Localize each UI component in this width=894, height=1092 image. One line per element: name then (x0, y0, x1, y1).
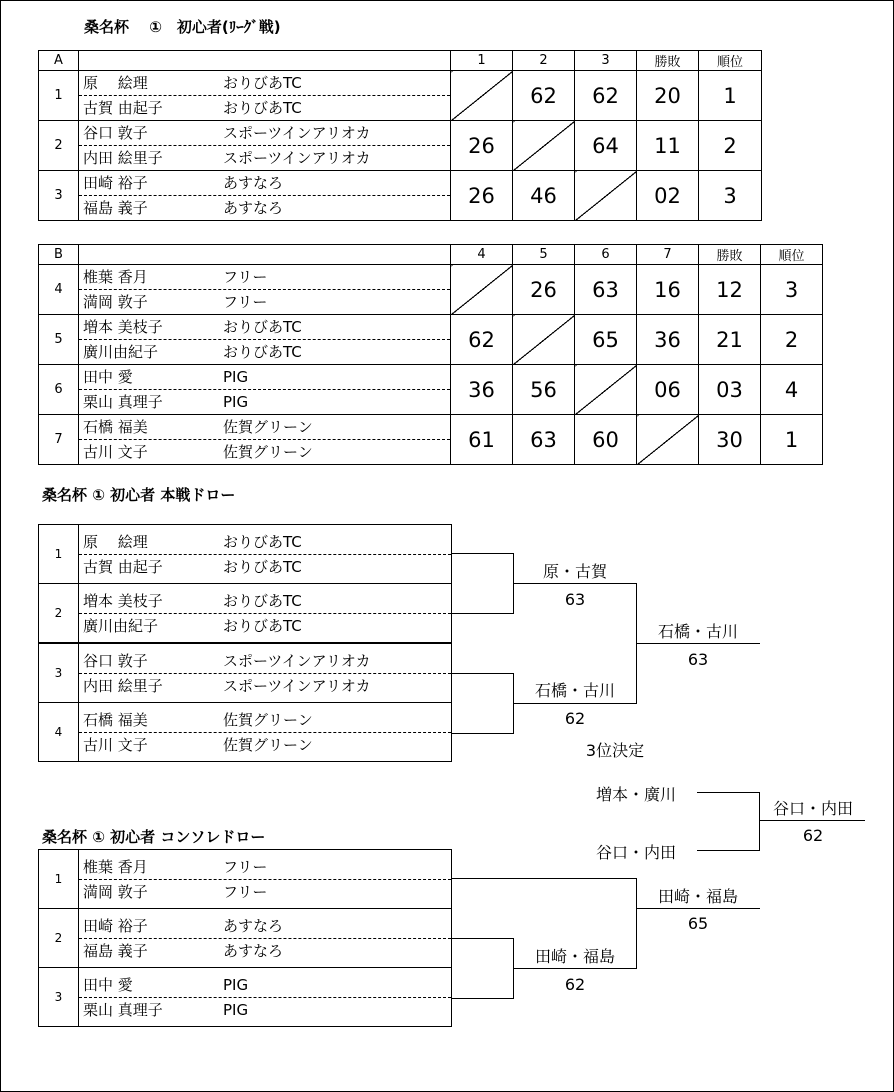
bracket-line (636, 643, 760, 644)
diagonal-cell (513, 315, 575, 365)
club-name: おりびあTC (223, 74, 302, 92)
pair-cell (79, 315, 451, 365)
pair-cell (79, 121, 451, 171)
player-name: 原 絵理 (83, 532, 148, 551)
cons-final-score: 65 (687, 914, 709, 933)
table-row (39, 315, 823, 365)
col-header: 4 (451, 245, 513, 265)
pair-cell (79, 71, 451, 121)
player-line (79, 71, 450, 96)
rank-cell: 1 (761, 415, 823, 465)
rank-cell: 3 (761, 265, 823, 315)
player-name: 谷口 敦子 (83, 124, 148, 142)
score-cell: 26 (451, 171, 513, 221)
draw-number: 2 (39, 584, 79, 644)
club-name: PIG (223, 393, 249, 411)
win-loss-cell: 11 (637, 121, 699, 171)
draw-number: 1 (39, 850, 79, 909)
draw-row (39, 850, 452, 909)
row-number: 3 (39, 171, 79, 221)
rank-cell: 4 (761, 365, 823, 415)
score-cell: 61 (451, 415, 513, 465)
score-cell: 62 (451, 315, 513, 365)
club-name: スポーツインアリオカ (223, 149, 371, 167)
draw-row (39, 584, 452, 644)
draw-row (39, 968, 452, 1027)
club-name: おりびあTC (223, 532, 302, 551)
third-place-label: 3位決定 (585, 741, 645, 760)
club-name: おりびあTC (223, 318, 302, 336)
col-header: 3 (575, 51, 637, 71)
diagonal-cell (451, 265, 513, 315)
rank-header: 順位 (761, 245, 823, 265)
col-header: 5 (513, 245, 575, 265)
club-name: おりびあTC (223, 557, 302, 576)
club-name: フリー (223, 857, 268, 876)
player-line (79, 365, 450, 390)
draw-number: 2 (39, 909, 79, 968)
player-name: 古賀 由起子 (83, 557, 163, 576)
player-line (79, 146, 450, 170)
header-blank (79, 245, 451, 265)
bracket-line (452, 673, 514, 674)
player-line (79, 708, 451, 733)
draw-row (39, 643, 452, 703)
club-name: スポーツインアリオカ (223, 124, 371, 142)
col-header: 7 (637, 245, 699, 265)
cons-semi-winner: 田崎・福島 (534, 947, 615, 966)
player-line (79, 96, 450, 120)
bracket-line (452, 938, 514, 939)
player-line (79, 973, 451, 998)
player-name: 原 絵理 (83, 74, 148, 92)
bracket-line (697, 850, 760, 851)
player-line (79, 340, 450, 364)
player-line (79, 555, 451, 579)
table-row (39, 265, 823, 315)
draw-number: 3 (39, 643, 79, 703)
pair-cell (79, 525, 452, 584)
player-name: 田中 愛 (83, 368, 133, 386)
draw-number: 3 (39, 968, 79, 1027)
player-line (79, 733, 451, 757)
club-name: おりびあTC (223, 343, 302, 361)
score-cell: 36 (637, 315, 699, 365)
diagonal-cell (637, 415, 699, 465)
row-number: 5 (39, 315, 79, 365)
pair-cell (79, 909, 452, 968)
win-loss-cell: 12 (699, 265, 761, 315)
diagonal-cell (575, 171, 637, 221)
club-name: 佐賀グリーン (223, 710, 313, 729)
player-line (79, 674, 451, 698)
player-line (79, 530, 451, 555)
player-name: 田崎 裕子 (83, 916, 148, 935)
final-winner: 石橋・古川 (657, 622, 738, 641)
player-name: 石橋 福美 (83, 418, 148, 436)
rank-header: 順位 (699, 51, 762, 71)
bracket-line (513, 968, 637, 969)
club-name: スポーツインアリオカ (223, 651, 371, 670)
score-cell: 62 (513, 71, 575, 121)
player-line (79, 415, 450, 440)
pair-cell (79, 415, 451, 465)
player-name: 椎葉 香月 (83, 857, 148, 876)
main-draw-table (38, 524, 452, 762)
player-line (79, 998, 451, 1022)
consolation-table (38, 849, 452, 1027)
player-name: 古川 文子 (83, 443, 148, 461)
player-line (79, 855, 451, 880)
table-row (39, 71, 762, 121)
player-name: 古賀 由起子 (83, 99, 163, 117)
semi2-score: 62 (564, 709, 586, 728)
win-loss-cell: 21 (699, 315, 761, 365)
player-name: 椎葉 香月 (83, 268, 148, 286)
rank-cell: 3 (699, 171, 762, 221)
table-row (39, 365, 823, 415)
row-number: 6 (39, 365, 79, 415)
win-loss-cell: 30 (699, 415, 761, 465)
club-name: あすなろ (223, 916, 284, 935)
win-loss-header: 勝敗 (637, 51, 699, 71)
score-cell: 63 (575, 265, 637, 315)
bracket-line (452, 733, 514, 734)
player-name: 満岡 敦子 (83, 882, 148, 901)
table-row (39, 171, 762, 221)
league-table-b (38, 244, 823, 465)
pair-cell (79, 703, 452, 762)
col-header: 2 (513, 51, 575, 71)
final-score: 63 (687, 650, 709, 669)
club-name: スポーツインアリオカ (223, 676, 371, 695)
win-loss-cell: 03 (699, 365, 761, 415)
semi1-winner: 原・古賀 (542, 562, 607, 581)
third-score: 62 (802, 826, 824, 845)
score-cell: 46 (513, 171, 575, 221)
bracket-line (513, 583, 637, 584)
player-name: 栗山 真理子 (83, 1000, 163, 1019)
draw-number: 4 (39, 703, 79, 762)
draw-row (39, 703, 452, 762)
player-name: 廣川由紀子 (83, 343, 159, 361)
player-line (79, 649, 451, 674)
player-line (79, 390, 450, 414)
club-name: PIG (223, 975, 249, 994)
table-row (39, 121, 762, 171)
player-line (79, 589, 451, 614)
club-name: あすなろ (223, 174, 284, 192)
player-name: 廣川由紀子 (83, 616, 159, 635)
score-cell: 63 (513, 415, 575, 465)
score-cell: 36 (451, 365, 513, 415)
player-name: 福島 義子 (83, 941, 148, 960)
player-line (79, 440, 450, 464)
pair-cell (79, 850, 452, 909)
player-name: 田崎 裕子 (83, 174, 148, 192)
club-name: 佐賀グリーン (223, 443, 313, 461)
score-cell: 60 (575, 415, 637, 465)
club-name: フリー (223, 268, 268, 286)
player-name: 増本 美枝子 (83, 591, 163, 610)
pair-cell (79, 365, 451, 415)
club-name: おりびあTC (223, 616, 302, 635)
player-line (79, 290, 450, 314)
bracket-line (452, 998, 514, 999)
club-name: PIG (223, 1000, 249, 1019)
group-label: B (39, 245, 79, 265)
bracket-line (636, 908, 760, 909)
player-line (79, 265, 450, 290)
semi2-winner: 石橋・古川 (534, 681, 615, 700)
club-name: おりびあTC (223, 99, 302, 117)
player-line (79, 171, 450, 196)
score-cell: 65 (575, 315, 637, 365)
draw-row (39, 909, 452, 968)
club-name: PIG (223, 368, 249, 386)
club-name: おりびあTC (223, 591, 302, 610)
score-cell: 16 (637, 265, 699, 315)
cons-final-winner: 田崎・福島 (657, 887, 738, 906)
player-name: 内田 絵里子 (83, 676, 163, 695)
player-name: 増本 美枝子 (83, 318, 163, 336)
pair-cell (79, 171, 451, 221)
score-cell: 56 (513, 365, 575, 415)
pair-cell (79, 643, 452, 703)
club-name: フリー (223, 882, 268, 901)
group-label: A (39, 51, 79, 71)
main-draw-title: 桑名杯 ① 初心者 本戦ドロー (42, 486, 236, 504)
table-row (39, 415, 823, 465)
col-header: 6 (575, 245, 637, 265)
pair-cell (79, 265, 451, 315)
bracket-line (759, 820, 865, 821)
player-line (79, 914, 451, 939)
player-line (79, 196, 450, 220)
player-name: 石橋 福美 (83, 710, 148, 729)
player-name: 田中 愛 (83, 975, 133, 994)
consolation-title: 桑名杯 ① 初心者 コンソレドロー (42, 828, 266, 846)
player-name: 福島 義子 (83, 199, 148, 217)
row-number: 2 (39, 121, 79, 171)
player-name: 古川 文子 (83, 735, 148, 754)
score-cell: 26 (451, 121, 513, 171)
score-cell: 06 (637, 365, 699, 415)
draw-row (39, 525, 452, 584)
club-name: フリー (223, 293, 268, 311)
bracket-line (452, 613, 514, 614)
third-player1: 増本・廣川 (595, 785, 676, 804)
diagonal-cell (575, 365, 637, 415)
club-name: 佐賀グリーン (223, 735, 313, 754)
pair-cell (79, 968, 452, 1027)
score-cell: 64 (575, 121, 637, 171)
player-name: 谷口 敦子 (83, 651, 148, 670)
club-name: 佐賀グリーン (223, 418, 313, 436)
pair-cell (79, 584, 452, 644)
player-line (79, 315, 450, 340)
diagonal-cell (513, 121, 575, 171)
header-blank (79, 51, 451, 71)
bracket-line (697, 792, 760, 793)
win-loss-cell: 02 (637, 171, 699, 221)
player-line (79, 939, 451, 963)
draw-number: 1 (39, 525, 79, 584)
rank-cell: 2 (699, 121, 762, 171)
score-cell: 62 (575, 71, 637, 121)
player-line (79, 614, 451, 638)
bracket-line (452, 553, 514, 554)
semi1-score: 63 (564, 590, 586, 609)
league-title: 桑名杯 ① 初心者(ﾘｰｸﾞ戦) (84, 18, 281, 36)
rank-cell: 1 (699, 71, 762, 121)
win-loss-cell: 20 (637, 71, 699, 121)
bracket-line (636, 878, 637, 969)
third-player2: 谷口・内田 (595, 843, 676, 862)
player-name: 栗山 真理子 (83, 393, 163, 411)
row-number: 7 (39, 415, 79, 465)
player-name: 満岡 敦子 (83, 293, 148, 311)
league-table-a (38, 50, 762, 221)
club-name: あすなろ (223, 199, 284, 217)
score-cell: 26 (513, 265, 575, 315)
row-number: 1 (39, 71, 79, 121)
third-winner: 谷口・内田 (772, 799, 853, 818)
diagonal-cell (451, 71, 513, 121)
player-line (79, 880, 451, 904)
row-number: 4 (39, 265, 79, 315)
cons-semi-score: 62 (564, 975, 586, 994)
player-line (79, 121, 450, 146)
win-loss-header: 勝敗 (699, 245, 761, 265)
col-header: 1 (451, 51, 513, 71)
bracket-line (513, 703, 637, 704)
club-name: あすなろ (223, 941, 284, 960)
bracket-line (759, 792, 760, 851)
bracket-line (452, 878, 637, 879)
rank-cell: 2 (761, 315, 823, 365)
player-name: 内田 絵里子 (83, 149, 163, 167)
